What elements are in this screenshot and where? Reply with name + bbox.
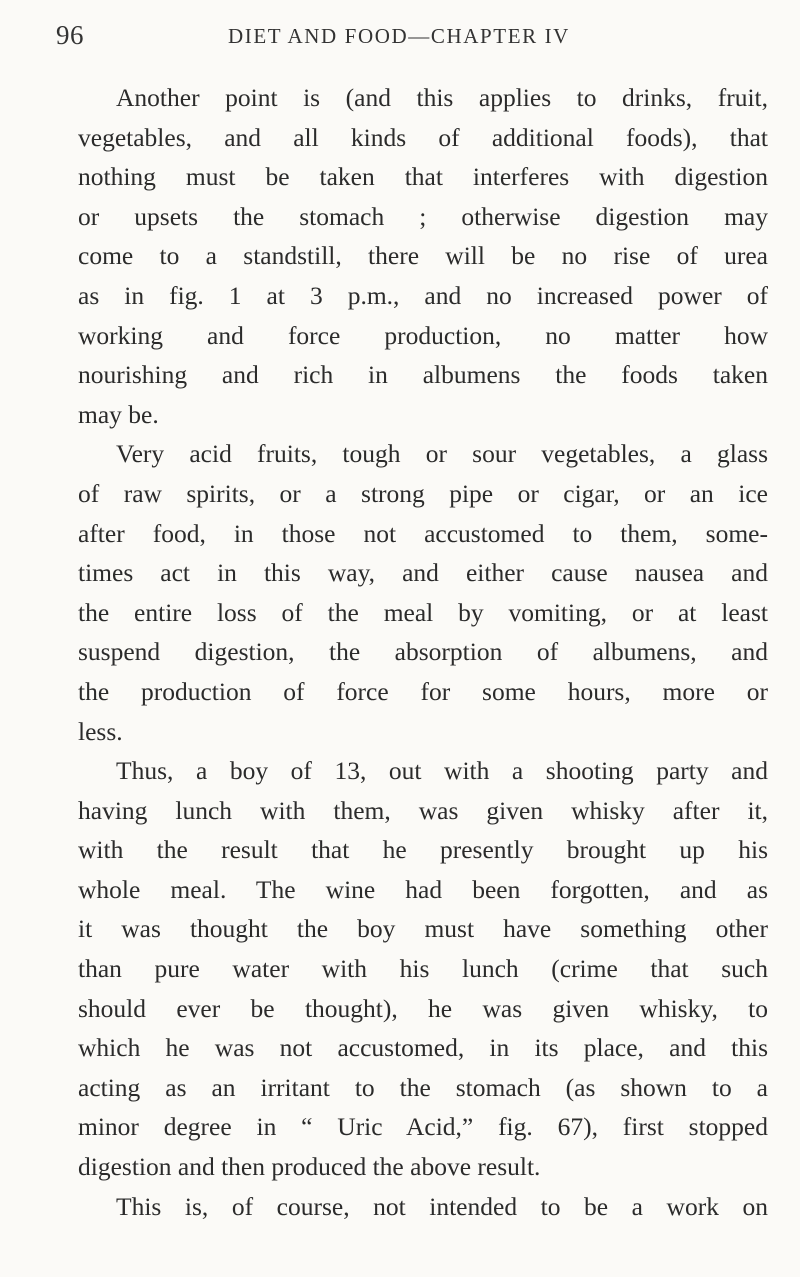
text-line: digestion and then produced the above result. bbox=[78, 1152, 541, 1182]
text-line: acting as an irritant to the stomach (as shown to a bbox=[78, 1072, 768, 1102]
text-line: than pure water with his lunch (crime that such bbox=[78, 954, 768, 984]
text-line: should ever be thought), he was given whisky, to bbox=[78, 993, 768, 1023]
text-line: it was thought the boy must have something other bbox=[78, 914, 768, 944]
text-line: nourishing and rich in albumens the foods taken bbox=[78, 360, 768, 390]
running-head: DIET AND FOOD—CHAPTER IV bbox=[228, 24, 570, 48]
text-line: of raw spirits, or a strong pipe or cigar, or an ice bbox=[78, 478, 768, 508]
text-line: after food, in those not accustomed to them, some- bbox=[78, 518, 768, 548]
body-text bbox=[78, 78, 768, 1226]
text-line: as in fig. 1 at 3 p.m., and no increased power of bbox=[78, 280, 768, 310]
text-line: minor degree in “ Uric Acid,” fig. 67), first stopped bbox=[78, 1112, 768, 1142]
text-line: the entire loss of the meal by vomiting, or at least bbox=[78, 597, 768, 627]
text-line: vegetables, and all kinds of additional foods), that bbox=[78, 122, 768, 152]
text-line: or upsets the stomach ; otherwise digestion may bbox=[78, 201, 768, 231]
text-line: This is, of course, not intended to be a work on bbox=[116, 1191, 768, 1221]
text-line: come to a standstill, there will be no rise of urea bbox=[78, 241, 768, 271]
text-line: having lunch with them, was given whisky after it, bbox=[78, 795, 768, 825]
text-line: nothing must be taken that interferes with digestion bbox=[78, 162, 768, 192]
text-line: Thus, a boy of 13, out with a shooting party and bbox=[116, 756, 768, 786]
text-line: with the result that he presently brought up his bbox=[78, 835, 768, 865]
text-line: suspend digestion, the absorption of albumens, and bbox=[78, 637, 768, 667]
text-line: Very acid fruits, tough or sour vegetables, a glass bbox=[116, 439, 768, 469]
text-line: may be. bbox=[78, 399, 159, 429]
text-line: Another point is (and this applies to drinks, fruit, bbox=[116, 83, 768, 112]
page-number: 96 bbox=[56, 20, 84, 50]
text-line: times act in this way, and either cause nausea and bbox=[78, 558, 768, 588]
text-line: working and force production, no matter how bbox=[78, 320, 768, 350]
text-line: which he was not accustomed, in its place, and this bbox=[78, 1033, 768, 1063]
text-line: the production of force for some hours, more or bbox=[78, 676, 768, 706]
text-line: less. bbox=[78, 716, 123, 746]
text-line: whole meal. The wine had been forgotten, and as bbox=[78, 874, 768, 904]
